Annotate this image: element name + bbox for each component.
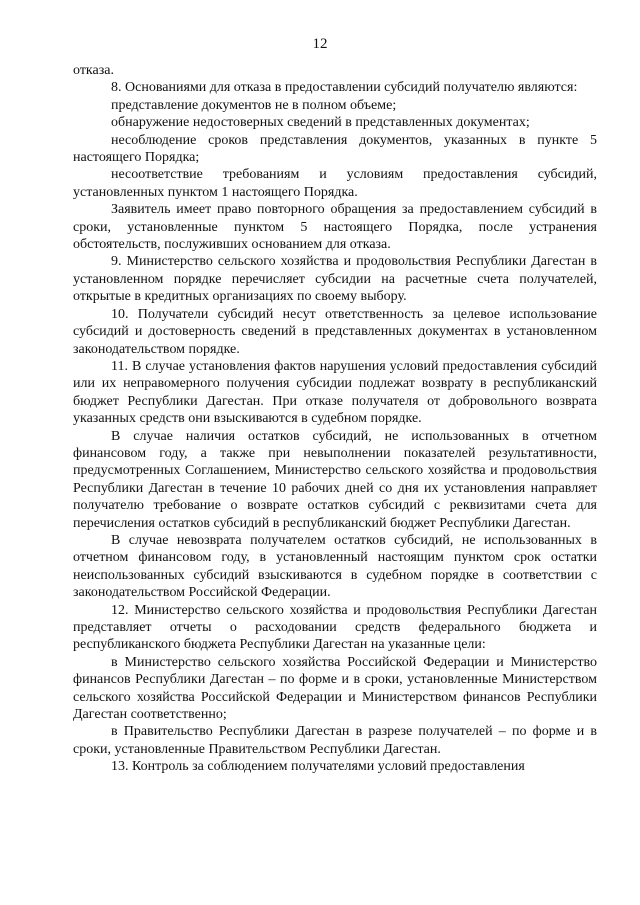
list-item: несоблюдение сроков представления документов, указанных в пункте 5 настоящего Порядка; [73, 132, 597, 166]
paragraph-9: 9. Министерство сельского хозяйства и продовольствия Республики Дагестан в установленном порядке перечисляет субсидии на расчетные счета получателей, открытые в кредитных организациях по своему выбору. [73, 254, 597, 305]
paragraph-10: 10. Получатели субсидий несут ответственность за целевое использование субсидий и достоверность сведений в представленных документах в установленном законодательством порядке. [73, 306, 597, 357]
paragraph-12: 12. Министерство сельского хозяйства и продовольствия Республики Дагестан представляет отчеты о расходовании средств федерального бюджета и республиканского бюджета Республики Дагестан на указанные цели: [73, 602, 597, 653]
list-item: обнаружение недостоверных сведений в представленных документах; [111, 115, 530, 131]
list-item: несоответствие требованиям и условиям предоставления субсидий, установленных пунктом 1 настоящего Порядка. [73, 167, 597, 200]
paragraph-reapply: Заявитель имеет право повторного обращения за предоставлением субсидий в сроки, установленные пунктом 5 настоящего Порядка, после устранения обстоятельств, послуживших основанием для отказа. [73, 202, 597, 253]
page-number: 12 [312, 36, 328, 52]
paragraph-residuals: В случае наличия остатков субсидий, не использованных в отчетном финансовом году, а также при невыполнении показателей результативности, предусмотренных Соглашением, Министерство сельского хозяйства и продовольствия Республики Дагестан в течение 10 рабочих дней со дня их установления направляет получателю требование о возврате остатков субсидий с реквизитами счета для перечисления остатков субсидий в республиканский бюджет Республики Дагестан. [73, 428, 597, 531]
list-item: представление документов не в полном объеме; [111, 97, 397, 113]
list-item: в Правительство Республики Дагестан в разрезе получателей – по форме и в сроки, установленные Правительством Республики Дагестан. [73, 724, 597, 757]
paragraph-11: 11. В случае установления фактов нарушения условий предоставления субсидий или их неправомерного получения субсидии подлежат возврату в республиканский бюджет Республики Дагестан. При отказе получателя от добровольного возврата указанных средств они взыскиваются в судебном порядке. [73, 358, 597, 427]
paragraph-non-return: В случае невозврата получателем остатков субсидий, не использованных в отчетном финансовом году, в установленный настоящим пунктом срок остатки неиспользованных субсидий взыскиваются в судебном порядке в соответствии с законодательством Российской Федерации. [73, 532, 597, 601]
paragraph-13: 13. Контроль за соблюдением получателями условий предоставления [111, 759, 525, 775]
body-text [73, 62, 597, 776]
paragraph-continuation: отказа. [73, 63, 114, 78]
list-item: в Министерство сельского хозяйства Российской Федерации и Министерство финансов Республики Дагестан – по форме и в сроки, установленные Министерством сельского хозяйства Российской Федерации и Министерством финансов Республики Дагестан соответственно; [73, 654, 597, 723]
paragraph-8: 8. Основаниями для отказа в предоставлении субсидий получателю являются: [111, 80, 578, 96]
